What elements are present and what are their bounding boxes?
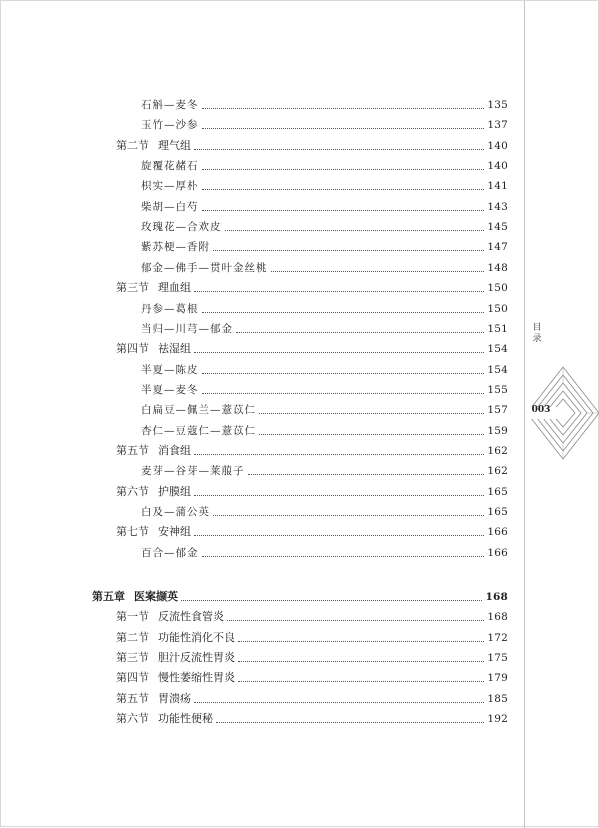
toc-entry-title — [141, 463, 245, 479]
toc-entry-text: 半夏—麦冬 — [141, 384, 199, 396]
toc-entry-text: 白扁豆—佩兰—薏苡仁 — [141, 404, 256, 416]
toc-entry-item[interactable] — [141, 178, 508, 194]
toc-entry-page: 162 — [487, 465, 508, 477]
toc-entry-item[interactable] — [141, 199, 508, 215]
toc-entry-item[interactable] — [141, 402, 508, 418]
dot-leader — [238, 660, 484, 662]
toc-entry-item[interactable] — [141, 362, 508, 378]
toc-entry-item[interactable] — [141, 545, 508, 561]
toc-entry-section[interactable] — [116, 443, 508, 459]
toc-entry-section[interactable] — [116, 711, 508, 727]
toc-entry-page: 145 — [487, 221, 508, 233]
dot-leader — [202, 107, 485, 109]
toc-entry-page: 147 — [487, 241, 508, 253]
dot-leader — [236, 331, 484, 333]
toc-entry-label: 第三节 — [116, 651, 149, 664]
toc-entry-text: 安神组 — [158, 525, 191, 538]
toc-entry-title — [116, 341, 191, 357]
dot-leader — [238, 680, 484, 682]
toc-entry-page: 135 — [487, 99, 508, 111]
dot-leader — [248, 473, 485, 475]
toc-entry-label: 第三节 — [116, 281, 149, 294]
toc-entry-page: 157 — [487, 404, 508, 416]
toc-entry-page: 141 — [487, 180, 508, 192]
dot-leader — [216, 721, 484, 723]
toc-entry-page: 159 — [487, 425, 508, 437]
toc-entry-title — [141, 260, 268, 276]
dot-leader — [194, 453, 484, 455]
toc-entry-title — [141, 117, 199, 133]
toc-entry-title — [116, 711, 213, 727]
toc-entry-label: 第五章 — [92, 590, 125, 603]
toc-entry-page: 143 — [487, 201, 508, 213]
toc-entry-text: 紫苏梗—香附 — [141, 241, 210, 253]
toc-entry-title — [141, 362, 199, 378]
toc-entry-title — [141, 423, 256, 439]
toc-entry-item[interactable] — [141, 158, 508, 174]
toc-entry-text: 理气组 — [158, 139, 191, 152]
toc-entry-text: 当归—川芎—郁金 — [141, 323, 233, 335]
toc-entry-text: 医案撷英 — [134, 590, 178, 603]
side-label-char: 录 — [532, 334, 542, 344]
toc-entry-section[interactable] — [116, 650, 508, 666]
toc-entry-item[interactable] — [141, 423, 508, 439]
toc-entry-title — [141, 199, 199, 215]
dot-leader — [227, 619, 484, 621]
toc-entry-label: 第七节 — [116, 525, 149, 538]
toc-entry-section[interactable] — [116, 630, 508, 646]
toc-entry-text: 石斛—麦冬 — [141, 99, 199, 111]
toc-entry-page: 151 — [487, 323, 508, 335]
toc-entry-section[interactable] — [116, 524, 508, 540]
toc-entry-title — [141, 504, 210, 520]
toc-entry-page: 154 — [487, 343, 508, 355]
toc-entry-title — [141, 97, 199, 113]
toc-entry-page: 165 — [487, 506, 508, 518]
toc-entry-item[interactable] — [141, 463, 508, 479]
dot-leader — [202, 392, 485, 394]
toc-entry-text: 慢性萎缩性胃炎 — [158, 671, 235, 684]
toc-entry-section[interactable] — [116, 609, 508, 625]
dot-leader — [202, 209, 485, 211]
toc-entry-text: 功能性便秘 — [158, 712, 213, 725]
toc-entry-title — [116, 609, 224, 625]
toc-entry-label: 第六节 — [116, 485, 149, 498]
toc-entry-text: 半夏—陈皮 — [141, 364, 199, 376]
toc-entry-text: 百合—郁金 — [141, 547, 199, 559]
toc-entry-page: 150 — [487, 282, 508, 294]
dot-leader — [194, 351, 484, 353]
page-number: 003 — [531, 405, 551, 415]
dot-leader — [213, 249, 484, 251]
toc-entry-item[interactable] — [141, 219, 508, 235]
toc-entry-item[interactable] — [141, 117, 508, 133]
dot-leader — [202, 555, 485, 557]
dot-leader — [202, 311, 485, 313]
dot-leader — [202, 127, 485, 129]
dot-leader — [213, 514, 484, 516]
toc-entry-title — [141, 239, 210, 255]
toc-entry-text: 胃溃疡 — [158, 692, 191, 705]
toc-entry-label: 第二节 — [116, 631, 149, 644]
toc-entry-title — [141, 219, 222, 235]
toc-entry-item[interactable] — [141, 97, 508, 113]
toc-entry-page: 154 — [487, 364, 508, 376]
dot-leader — [181, 599, 482, 601]
dot-leader — [259, 412, 484, 414]
toc-entry-page: 137 — [487, 119, 508, 131]
toc-entry-title — [116, 670, 235, 686]
toc-entry-page: 179 — [487, 672, 508, 684]
toc-entry-label: 第一节 — [116, 610, 149, 623]
dot-leader — [271, 270, 485, 272]
toc-entry-label: 第五节 — [116, 444, 149, 457]
dot-leader — [194, 290, 484, 292]
toc-entry-title — [141, 402, 256, 418]
toc-entry-text: 护膜组 — [158, 485, 191, 498]
toc-entry-page: 140 — [487, 160, 508, 172]
toc-entry-text: 胆汁反流性胃炎 — [158, 651, 235, 664]
toc-entry-item[interactable] — [141, 239, 508, 255]
toc-entry-page: 168 — [487, 611, 508, 623]
toc-entry-page: 166 — [487, 526, 508, 538]
toc-entry-page: 155 — [487, 384, 508, 396]
table-of-contents — [1, 1, 599, 828]
toc-entry-text: 祛湿组 — [158, 342, 191, 355]
toc-entry-text: 杏仁—豆蔻仁—薏苡仁 — [141, 425, 256, 437]
toc-entry-text: 旋覆花赭石 — [141, 160, 199, 172]
toc-entry-section[interactable] — [116, 670, 508, 686]
toc-entry-title — [92, 589, 178, 605]
toc-entry-item[interactable] — [141, 504, 508, 520]
toc-entry-text: 玫瑰花—合欢皮 — [141, 221, 222, 233]
dot-leader — [202, 372, 485, 374]
dot-leader — [202, 188, 485, 190]
toc-entry-title — [141, 321, 233, 337]
toc-entry-text: 功能性消化不良 — [158, 631, 235, 644]
toc-entry-page: 172 — [487, 632, 508, 644]
toc-entry-title — [116, 138, 191, 154]
toc-entry-title — [116, 443, 191, 459]
toc-entry-section[interactable] — [116, 341, 508, 357]
toc-entry-text: 理血组 — [158, 281, 191, 294]
dot-leader — [194, 701, 484, 703]
toc-entry-page: 192 — [487, 713, 508, 725]
toc-entry-item[interactable] — [141, 301, 508, 317]
dot-leader — [202, 168, 485, 170]
toc-entry-page: 165 — [487, 486, 508, 498]
toc-entry-page: 175 — [487, 652, 508, 664]
toc-entry-section[interactable] — [116, 138, 508, 154]
toc-entry-text: 反流性食管炎 — [158, 610, 224, 623]
toc-entry-chapter[interactable] — [92, 589, 508, 605]
toc-entry-label: 第六节 — [116, 712, 149, 725]
toc-entry-text: 白及—蒲公英 — [141, 506, 210, 518]
toc-entry-page: 150 — [487, 303, 508, 315]
toc-entry-page: 166 — [487, 547, 508, 559]
toc-entry-page: 140 — [487, 140, 508, 152]
dot-leader — [194, 148, 484, 150]
toc-entry-title — [116, 691, 191, 707]
toc-entry-label: 第四节 — [116, 342, 149, 355]
toc-entry-page: 162 — [487, 445, 508, 457]
toc-entry-text: 麦芽—谷芽—莱菔子 — [141, 465, 245, 477]
toc-entry-title — [141, 545, 199, 561]
toc-entry-text: 枳实—厚朴 — [141, 180, 199, 192]
toc-entry-text: 丹参—葛根 — [141, 303, 199, 315]
toc-entry-title — [141, 158, 199, 174]
toc-entry-item[interactable] — [141, 321, 508, 337]
toc-entry-text: 玉竹—沙参 — [141, 119, 199, 131]
dot-leader — [225, 229, 485, 231]
toc-entry-text: 消食组 — [158, 444, 191, 457]
running-header-toc — [530, 323, 544, 345]
toc-entry-label: 第五节 — [116, 692, 149, 705]
toc-entry-section[interactable] — [116, 691, 508, 707]
toc-entry-text: 郁金—佛手—贯叶金丝桃 — [141, 262, 268, 274]
toc-entry-item[interactable] — [141, 260, 508, 276]
toc-entry-section[interactable] — [116, 280, 508, 296]
toc-entry-label: 第四节 — [116, 671, 149, 684]
side-label-char: 目 — [532, 323, 542, 333]
toc-entry-title — [141, 301, 199, 317]
toc-entry-title — [141, 382, 199, 398]
toc-entry-title — [141, 178, 199, 194]
toc-entry-title — [116, 650, 235, 666]
toc-entry-section[interactable] — [116, 484, 508, 500]
dot-leader — [259, 433, 484, 435]
toc-entry-page: 185 — [487, 693, 508, 705]
toc-entry-title — [116, 524, 191, 540]
dot-leader — [194, 494, 484, 496]
toc-entry-page: 148 — [487, 262, 508, 274]
toc-entry-label: 第二节 — [116, 139, 149, 152]
dot-leader — [194, 534, 484, 536]
toc-entry-text: 柴胡—白芍 — [141, 201, 199, 213]
toc-entry-page: 168 — [485, 591, 508, 603]
toc-entry-title — [116, 630, 235, 646]
toc-entry-item[interactable] — [141, 382, 508, 398]
toc-entry-title — [116, 280, 191, 296]
dot-leader — [238, 640, 484, 642]
toc-entry-title — [116, 484, 191, 500]
